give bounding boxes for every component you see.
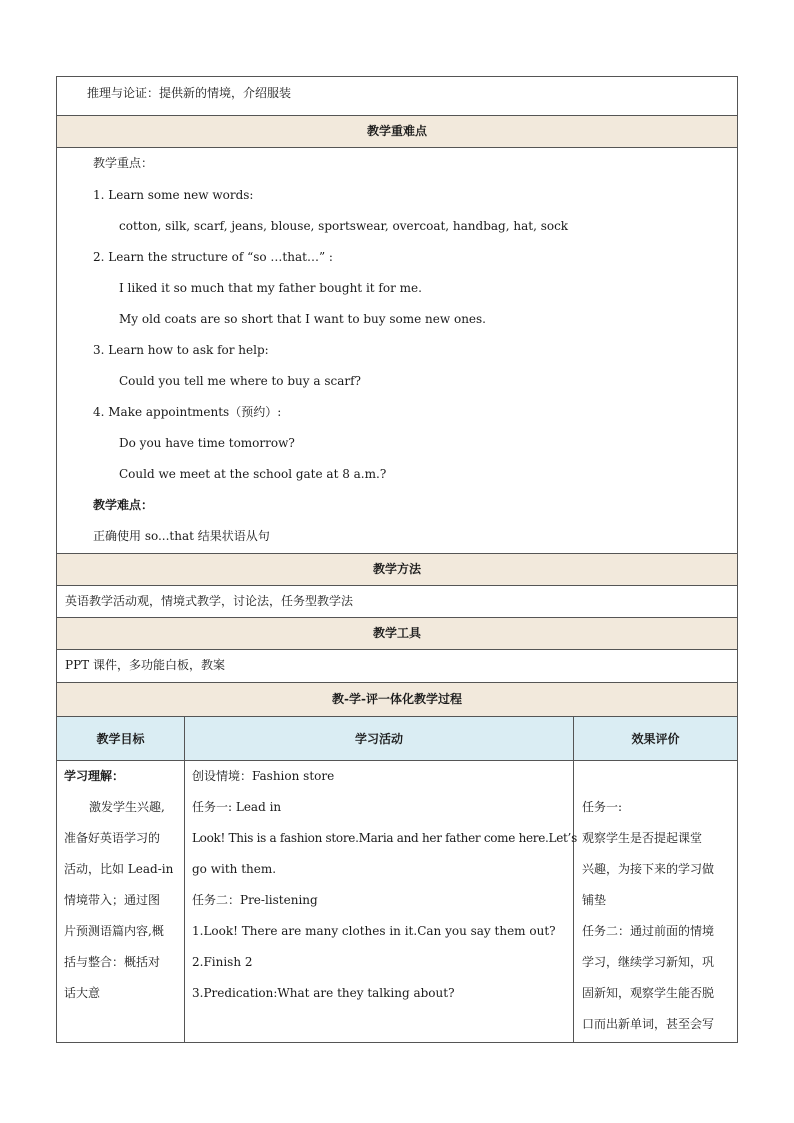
- eval-line: 学习，继续学习新知，巩: [582, 955, 715, 969]
- eval-line: 固新知，观察学生能否脱: [582, 986, 715, 1000]
- col-header-goal: 教学目标: [57, 717, 185, 760]
- tools-text: PPT 课件，多功能白板，教案: [65, 658, 225, 672]
- lesson-plan-table: [56, 76, 738, 1043]
- col-header-eval: 效果评价: [631, 732, 680, 746]
- eval-line: 任务二：通过前面的情境: [582, 924, 715, 938]
- reasoning-row: [56, 76, 738, 116]
- eval-line: 任务一:: [582, 800, 623, 814]
- process-column-headers: [56, 717, 738, 761]
- difficulty-text: 正确使用 so...that 结果状语从句: [93, 529, 270, 543]
- goal-line: 准备好英语学习的: [64, 831, 161, 845]
- goal-line: 片预测语篇内容,概: [64, 924, 164, 938]
- tools-heading: 教学工具: [56, 618, 738, 650]
- item2-example-2: My old coats are so short that I want to buy some new ones.: [119, 312, 486, 326]
- activity-line: 1.Look! There are many clothes in it.Can you say them out?: [192, 924, 556, 938]
- goal-cell: [57, 761, 185, 1042]
- activity-line: 创设情境：Fashion store: [192, 769, 335, 783]
- activity-line: Look! This is a fashion store.Maria and her father come here.Let’s: [192, 831, 577, 845]
- col-header-activity: 学习活动: [185, 717, 574, 760]
- eval-line: 口而出新单词，甚至会写: [582, 1017, 715, 1031]
- key-points-content: [56, 148, 738, 554]
- difficulty-label: 教学难点：: [93, 498, 154, 512]
- key-points-heading: 教学重难点: [56, 116, 738, 148]
- item3-example-1: Could you tell me where to buy a scarf?: [119, 374, 361, 388]
- goal-line: 话大意: [64, 986, 101, 1000]
- eval-line: 铺垫: [582, 893, 607, 907]
- tools-row: [56, 650, 738, 683]
- eval-cell: [574, 761, 737, 1042]
- activity-line: 3.Predication:What are they talking about?: [192, 986, 455, 1000]
- activity-line: go with them.: [192, 862, 277, 876]
- goal-line: 活动，比如 Lead-in: [64, 862, 174, 876]
- goal-line: 激发学生兴趣,: [89, 800, 165, 814]
- activity-line: 任务一: Lead in: [192, 800, 282, 814]
- methods-text: 英语教学活动观，情境式教学，讨论法，任务型教学法: [65, 594, 354, 608]
- activity-line: 2.Finish 2: [192, 955, 253, 969]
- activity-cell: [185, 761, 577, 1042]
- methods-heading: 教学方法: [56, 554, 738, 586]
- item3-title: 3. Learn how to ask for help:: [93, 343, 269, 357]
- item1-title: 1. Learn some new words:: [93, 188, 254, 202]
- item4-example-2: Could we meet at the school gate at 8 a.m.?: [119, 467, 387, 481]
- focus-label: 教学重点：: [93, 156, 154, 170]
- goal-line: 情境带入；通过图: [64, 893, 161, 907]
- eval-line: 兴趣，为接下来的学习做: [582, 862, 715, 876]
- item4-example-1: Do you have time tomorrow?: [119, 436, 295, 450]
- process-heading: 教-学-评一体化教学过程: [56, 683, 738, 717]
- item2-title: 2. Learn the structure of “so …that…” :: [93, 250, 333, 264]
- goal-line: 括与整合：概括对: [64, 955, 161, 969]
- item2-example-1: I liked it so much that my father bought it for me.: [119, 281, 422, 295]
- activity-line: 任务二：Pre-listening: [192, 893, 318, 907]
- item1-words: cotton, silk, scarf, jeans, blouse, sportswear, overcoat, handbag, hat, sock: [119, 219, 569, 233]
- goal-line: 学习理解：: [64, 769, 125, 783]
- process-body: [56, 761, 738, 1043]
- reasoning-text: 推理与论证：提供新的情境，介绍服装: [87, 86, 292, 100]
- eval-line: 观察学生是否提起课堂: [582, 831, 703, 845]
- methods-row: [56, 586, 738, 618]
- item4-title: 4. Make appointments（预约）:: [93, 405, 282, 419]
